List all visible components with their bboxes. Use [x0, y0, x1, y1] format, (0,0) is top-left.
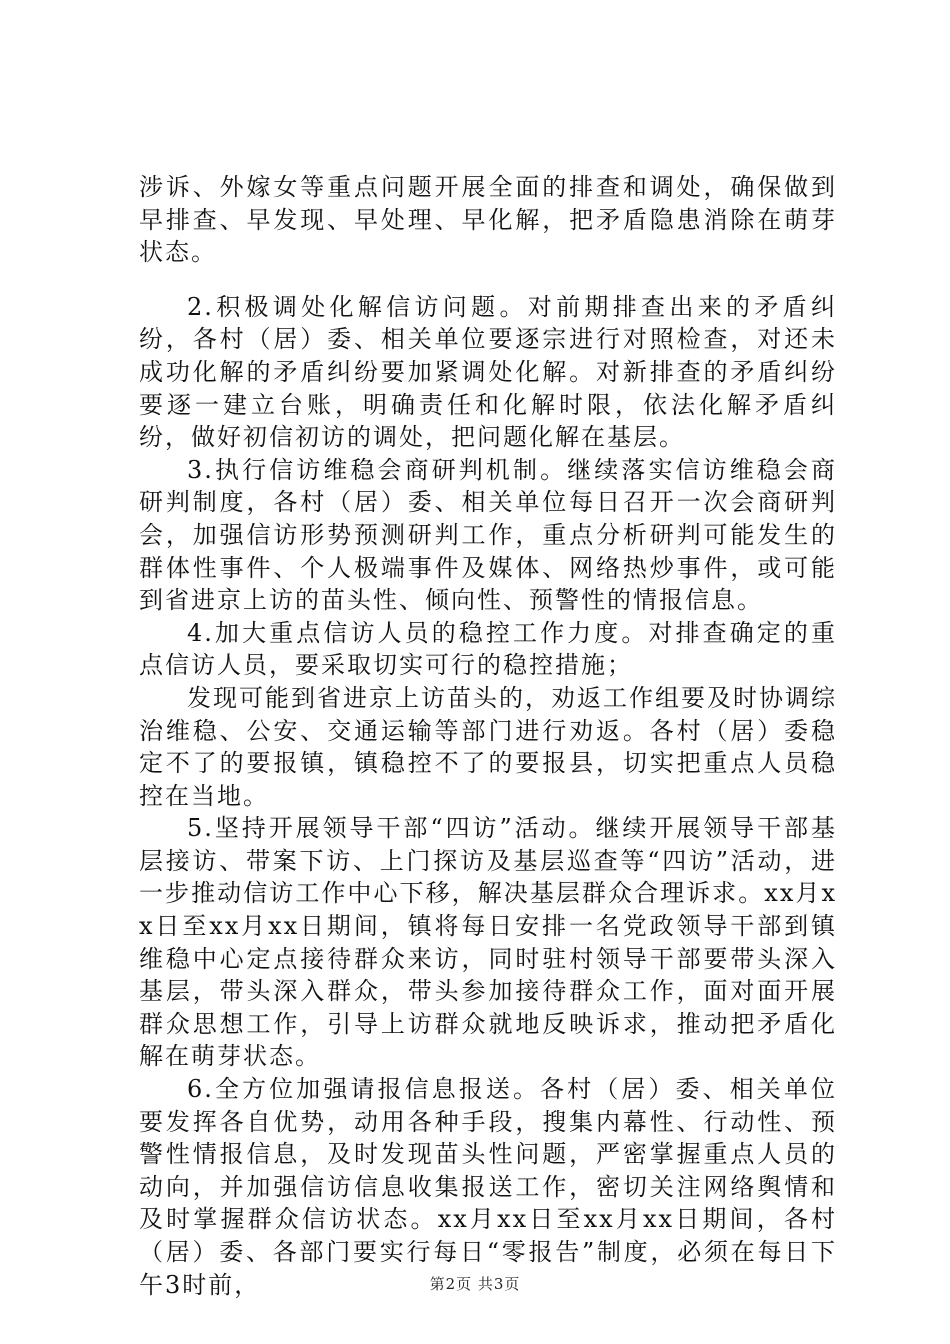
- paragraph-item-3: 3.执行信访维稳会商研判机制。继续落实信访维稳会商研判制度，各村（居）委、相关单位每日召开一次会商研判会，加强信访形势预测研判工作，重点分析研判可能发生的群体性事件、个人极端事件及媒体、网络热炒事件，或可能到省进京上访的苗头性、倾向性、预警性的情报信息。: [139, 455, 837, 615]
- paragraph-continuation: 涉诉、外嫁女等重点问题开展全面的排查和调处，确保做到早排查、早发现、早处理、早化解，把矛盾隐患消除在萌芽状态。: [139, 173, 837, 267]
- page-number-footer: 第2页 共3页: [429, 1275, 521, 1293]
- paragraph-item-4: 4.加大重点信访人员的稳控工作力度。对排查确定的重点信访人员，要采取切实可行的稳控措施；: [139, 618, 837, 680]
- paragraph-item-4-continued: 发现可能到省进京上访苗头的，劝返工作组要及时协调综治维稳、公安、交通运输等部门进行劝返。各村（居）委稳定不了的要报镇，镇稳控不了的要报县，切实把重点人员稳控在当地。: [139, 683, 837, 810]
- document-body: [139, 171, 837, 1301]
- paragraph-item-5: 5.坚持开展领导干部“四访”活动。继续开展领导干部基层接访、带案下访、上门探访及基层巡查等“四访”活动，进一步推动信访工作中心下移，解决基层群众合理诉求。xx月xx日至xx月xx日期间，镇将每日安排一名党政领导干部到镇维稳中心定点接待群众来访，同时驻村领导干部要带头深入基层，带头深入群众，带头参加接待群众工作，面对面开展群众思想工作，引导上访群众就地反映诉求，推动把矛盾化解在萌芽状态。: [139, 814, 837, 1071]
- paragraph-item-6: 6.全方位加强请报信息报送。各村（居）委、相关单位要发挥各自优势，动用各种手段，搜集内幕性、行动性、预警性情报信息，及时发现苗头性问题，严密掌握重点人员的动向，并加强信访信息收集报送工作，密切关注网络舆情和及时掌握群众信访状态。xx月xx日至xx月xx日期间，各村（居）委、各部门要实行每日“零报告”制度，必须在每日下午3时前，: [139, 1075, 837, 1299]
- paragraph-item-2: 2.积极调处化解信访问题。对前期排查出来的矛盾纠纷，各村（居）委、相关单位要逐宗进行对照检查，对还未成功化解的矛盾纠纷要加紧调处化解。对新排查的矛盾纠纷要逐一建立台账，明确责任和化解时限，依法化解矛盾纠纷，做好初信初访的调处，把问题化解在基层。: [139, 292, 837, 452]
